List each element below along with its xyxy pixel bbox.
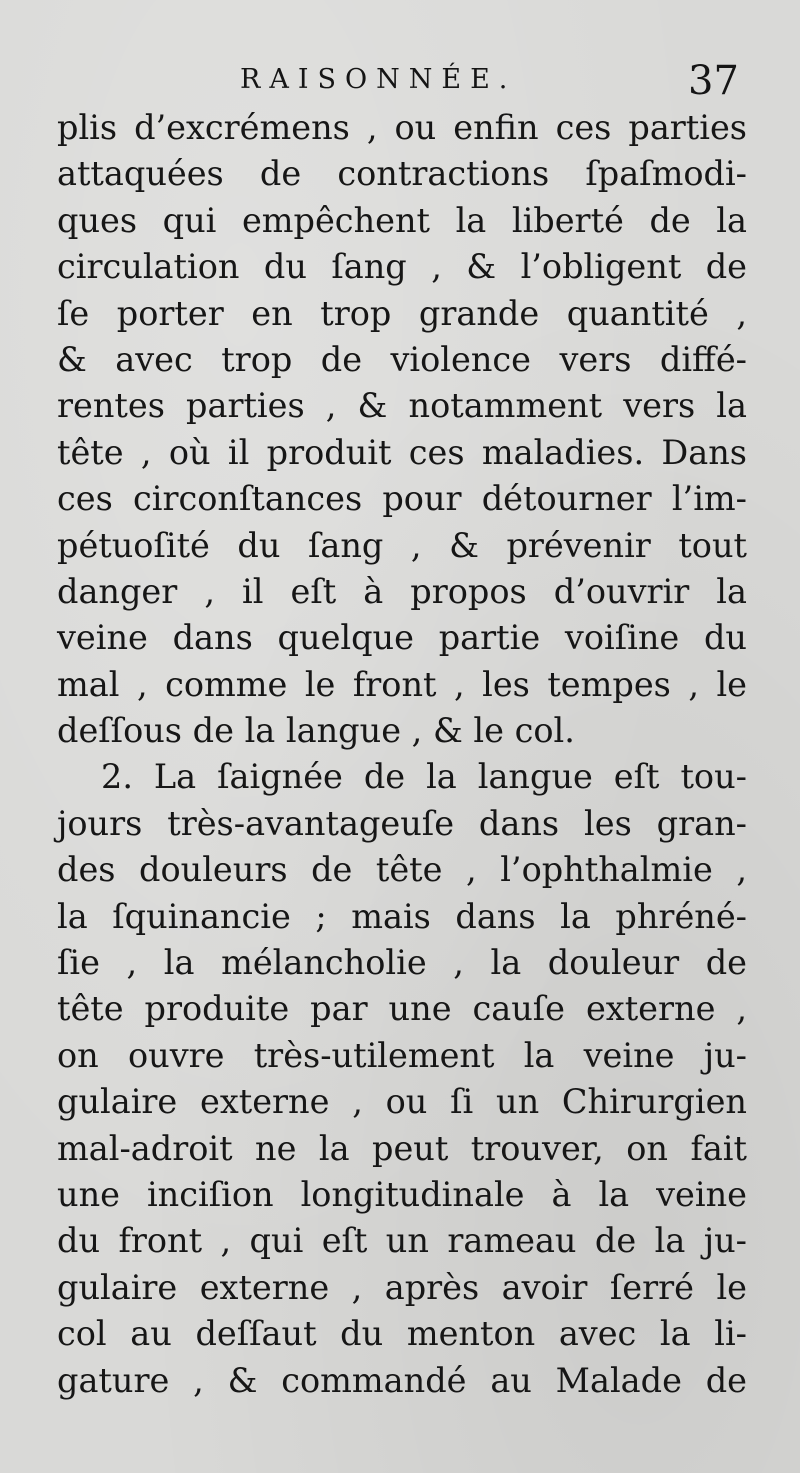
text-line: rentes parties , & notamment vers la [57, 386, 747, 426]
running-title: RAISONNÉE. [240, 64, 517, 95]
text-line: ſe porter en trop grande quantité , [57, 293, 747, 333]
text-line: mal , comme le front , les tempes , le [57, 664, 747, 704]
text-line: veine dans quelque partie voiſine du [57, 618, 747, 658]
text-line: la ſquinancie ; mais dans la phréné- [57, 896, 747, 936]
text-line: gulaire externe , ou ſi un Chirurgien [57, 1082, 747, 1122]
running-head [0, 60, 800, 110]
page-number: 37 [688, 58, 739, 104]
text-line: ques qui empêchent la liberté de la [57, 200, 747, 240]
body-text [57, 105, 747, 1404]
text-line: tête produite par une cauſe externe , [57, 989, 747, 1029]
text-line: une inciſion longitudinale à la veine [57, 1174, 747, 1214]
text-line: du front , qui eſt un rameau de la ju- [57, 1221, 747, 1261]
text-line: col au deſſaut du menton avec la li- [57, 1314, 747, 1354]
text-line: danger , il eſt à propos d’ouvrir la [57, 571, 747, 611]
text-line: 2. La ſaignée de la langue eſt tou- [101, 757, 747, 797]
text-line: attaquées de contractions ſpaſmodi- [57, 154, 747, 194]
text-line: mal-adroit ne la peut trouver, on fait [57, 1128, 747, 1168]
text-line: jours très-avantageuſe dans les gran- [57, 803, 747, 843]
text-line: on ouvre très-utilement la veine ju- [57, 1035, 747, 1075]
text-line: gature , & commandé au Malade de [57, 1360, 747, 1400]
text-line: gulaire externe , après avoir ſerré le [57, 1267, 747, 1307]
text-line: ſie , la mélancholie , la douleur de [57, 943, 747, 983]
text-line: circulation du ſang , & l’obligent de [57, 247, 747, 287]
text-line: ces circonſtances pour détourner l’im- [57, 479, 747, 519]
text-line: deſſous de la langue , & le col. [57, 711, 575, 751]
text-line: tête , où il produit ces maladies. Dans [57, 432, 747, 472]
text-line: plis d’excrémens , ou enfin ces parties [57, 108, 747, 147]
text-line: des douleurs de tête , l’ophthalmie , [57, 850, 747, 890]
text-line: pétuoſité du ſang , & prévenir tout [57, 525, 747, 565]
text-line: & avec trop de violence vers diffé- [57, 339, 747, 379]
